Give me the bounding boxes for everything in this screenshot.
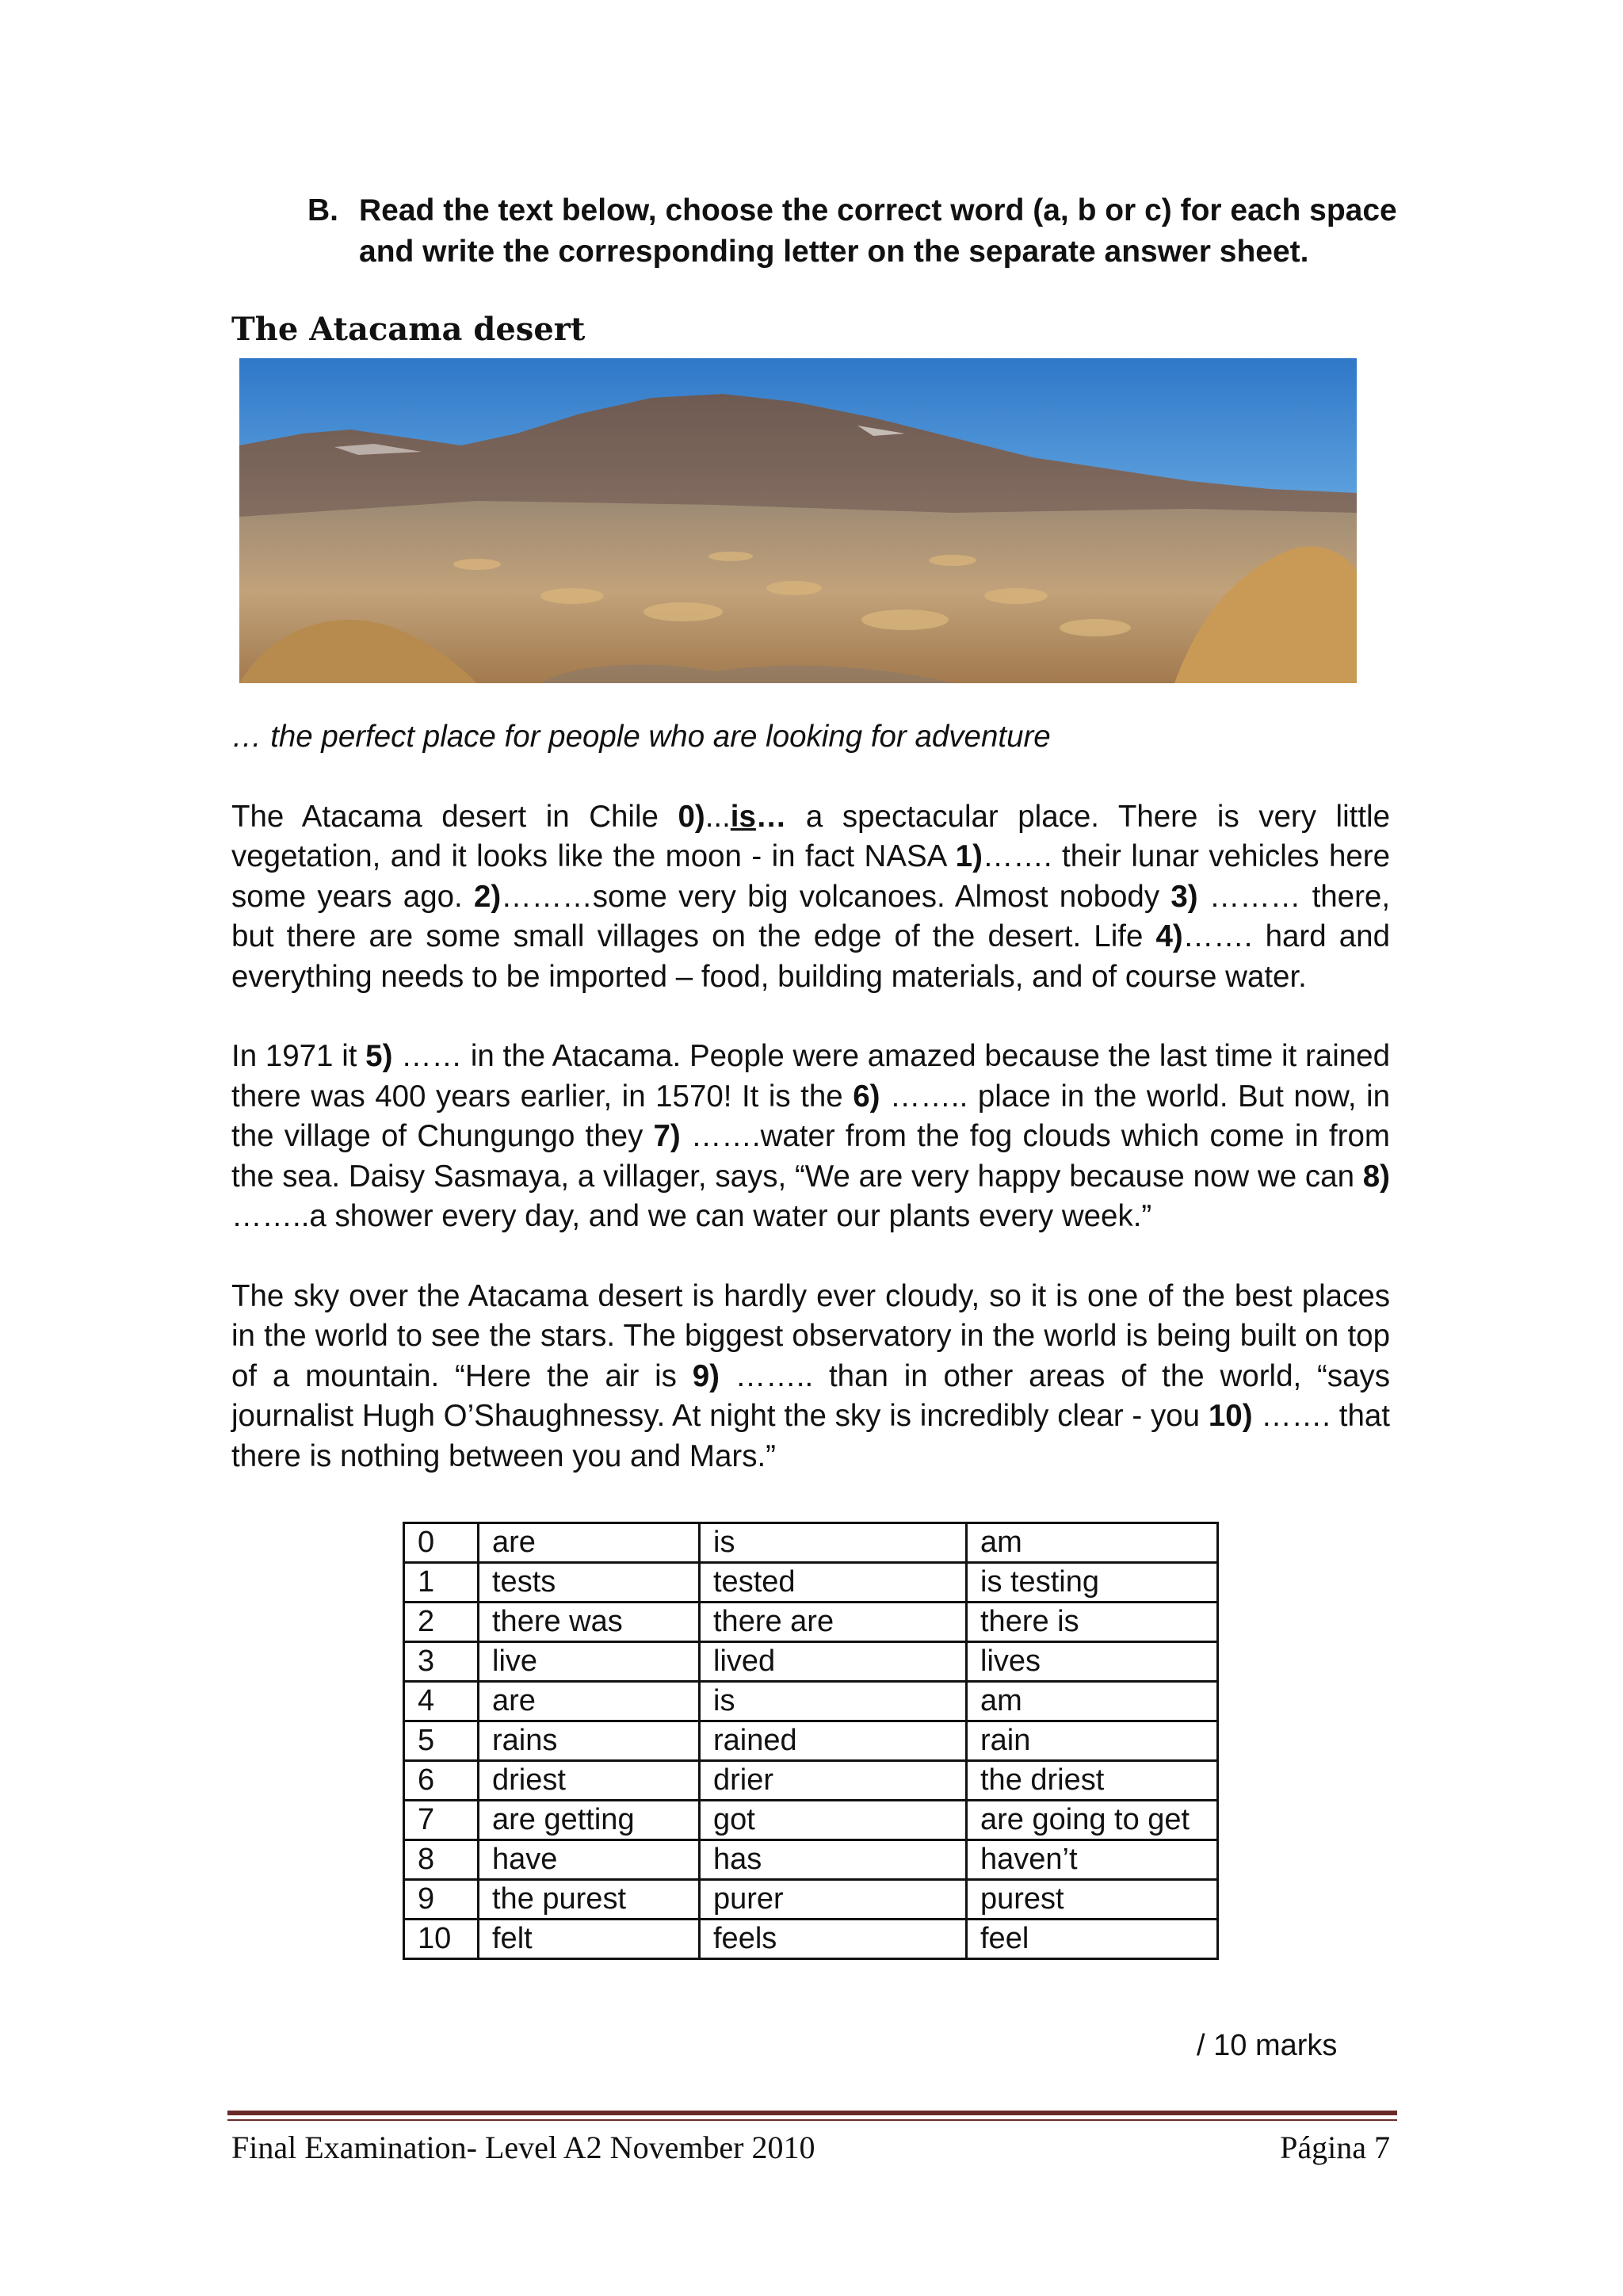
table-row (404, 1603, 1218, 1642)
item-number-cell: 3 (404, 1642, 479, 1682)
option-b-cell: is (700, 1682, 967, 1721)
option-c-cell: are going to get (967, 1801, 1218, 1840)
option-c-cell: is testing (967, 1563, 1218, 1603)
answer-options-table (403, 1522, 1219, 1960)
option-b-cell: got (700, 1801, 967, 1840)
gap-number: 2) (473, 879, 502, 914)
passage-text: …….water from the fog clouds which come in from the sea. Daisy Sasmaya, a villager, says, “We are very happy because now we can (231, 1119, 1390, 1194)
option-b-cell: drier (700, 1761, 967, 1801)
item-number-cell: 9 (404, 1880, 479, 1920)
passage-text: The sky over the Atacama desert is hardly ever cloudy, so it is one of the best places in the world to see the stars. The biggest observatory in the world is being built on top of a mountain. “Here the air is (231, 1278, 1390, 1393)
passage-text: ……..a shower every day, and we can water our plants every week.” (231, 1199, 1152, 1233)
option-c-cell: lives (967, 1642, 1218, 1682)
option-b-cell: there are (700, 1603, 967, 1642)
table-row (404, 1721, 1218, 1761)
option-c-cell: haven’t (967, 1840, 1218, 1880)
passage-text: a spectacular place. There is very little vegetation, and it looks like the moon - in fact NASA (231, 799, 1390, 873)
gap-number: 1) (955, 839, 983, 873)
passage-text: …… in the Atacama. People were amazed because the last time it rained there was 400 years earlier, in 1570! It is the (231, 1039, 1390, 1114)
gap-number: 6) (853, 1079, 880, 1114)
footer-divider (227, 2111, 1397, 2115)
option-c-cell: the driest (967, 1761, 1218, 1801)
passage-text: …….. place in the world. But now, in the village of Chungungo they (231, 1079, 1390, 1153)
item-number-cell: 0 (404, 1523, 479, 1563)
option-b-cell: lived (700, 1642, 967, 1682)
passage-text: …….. than in other areas of the world, “says journalist Hugh O’Shaughnessy. At night the sky is incredibly clear - you (231, 1358, 1390, 1433)
item-number-cell: 7 (404, 1801, 479, 1840)
item-number-cell: 6 (404, 1761, 479, 1801)
passage-text: ……. that there is nothing between you and Mars.” (231, 1399, 1390, 1473)
table-row (404, 1682, 1218, 1721)
gap-number: 8) (1362, 1159, 1390, 1194)
table-row (404, 1880, 1218, 1920)
reading-title: The Atacama desert (231, 311, 586, 348)
option-b-cell: feels (700, 1920, 967, 1959)
desert-landscape-photo (239, 358, 1357, 683)
gap-number: 10) (1208, 1399, 1253, 1433)
option-b-cell: has (700, 1840, 967, 1880)
footer-exam-title: Final Examination- Level A2 November 2010 (231, 2130, 815, 2165)
passage-text: ... (705, 799, 731, 834)
table-row (404, 1840, 1218, 1880)
option-c-cell: am (967, 1682, 1218, 1721)
passage-text: ……. hard and everything needs to be imported – food, building materials, and of course water. (231, 919, 1390, 994)
option-a-cell: there was (479, 1603, 700, 1642)
gap-number: 5) (365, 1039, 393, 1073)
passage-text: ………some very big volcanoes. Almost nobody (501, 879, 1171, 914)
option-c-cell: feel (967, 1920, 1218, 1959)
option-a-cell: live (479, 1642, 700, 1682)
exercise-instruction (307, 190, 1401, 273)
option-c-cell: there is (967, 1603, 1218, 1642)
option-a-cell: rains (479, 1721, 700, 1761)
instruction-text: Read the text below, choose the correct word (a, b or c) for each space and write the corresponding letter on the separate answer sheet. (359, 193, 1397, 269)
gap-number: 0) (678, 799, 705, 834)
item-number-cell: 5 (404, 1721, 479, 1761)
paragraph-3 (231, 1277, 1390, 1477)
passage-text: The Atacama desert in Chile (231, 799, 678, 834)
option-a-cell: the purest (479, 1880, 700, 1920)
option-b-cell: tested (700, 1563, 967, 1603)
paragraph-1 (231, 797, 1390, 998)
item-number-cell: 2 (404, 1603, 479, 1642)
passage-subtitle: … the perfect place for people who are looking for adventure (231, 720, 1051, 754)
gap-number: 9) (692, 1358, 720, 1393)
gap-number: 4) (1155, 919, 1183, 953)
table-row (404, 1801, 1218, 1840)
item-number-cell: 4 (404, 1682, 479, 1721)
item-number-cell: 8 (404, 1840, 479, 1880)
page-footer (231, 2124, 1390, 2172)
gap-number: 7) (653, 1119, 681, 1153)
gap-number: 3) (1170, 879, 1198, 914)
option-c-cell: purest (967, 1880, 1218, 1920)
passage-text: ……. their lunar vehicles here some years ago. (231, 839, 1390, 914)
option-b-cell: is (700, 1523, 967, 1563)
option-b-cell: purer (700, 1880, 967, 1920)
gap-number: is (730, 799, 756, 834)
table-row (404, 1523, 1218, 1563)
option-a-cell: are getting (479, 1801, 700, 1840)
exercise-letter: B. (307, 193, 338, 227)
option-c-cell: rain (967, 1721, 1218, 1761)
option-a-cell: driest (479, 1761, 700, 1801)
table-row (404, 1642, 1218, 1682)
option-a-cell: felt (479, 1920, 700, 1959)
gap-number: … (755, 799, 787, 834)
reading-passage (231, 717, 1390, 1516)
table-row (404, 1563, 1218, 1603)
option-a-cell: are (479, 1682, 700, 1721)
table-row (404, 1920, 1218, 1959)
item-number-cell: 10 (404, 1920, 479, 1959)
footer-divider-thin (227, 2119, 1397, 2121)
footer-page-number: Página 7 (1280, 2130, 1390, 2165)
passage-text: In 1971 it (231, 1039, 366, 1073)
option-a-cell: are (479, 1523, 700, 1563)
option-c-cell: am (967, 1523, 1218, 1563)
option-a-cell: have (479, 1840, 700, 1880)
table-row (404, 1761, 1218, 1801)
item-number-cell: 1 (404, 1563, 479, 1603)
passage-text: ……… there, but there are some small villages on the edge of the desert. Life (231, 879, 1391, 953)
option-a-cell: tests (479, 1563, 700, 1603)
marks-label: / 10 marks (1197, 2029, 1338, 2062)
option-b-cell: rained (700, 1721, 967, 1761)
paragraph-2 (231, 1037, 1390, 1237)
